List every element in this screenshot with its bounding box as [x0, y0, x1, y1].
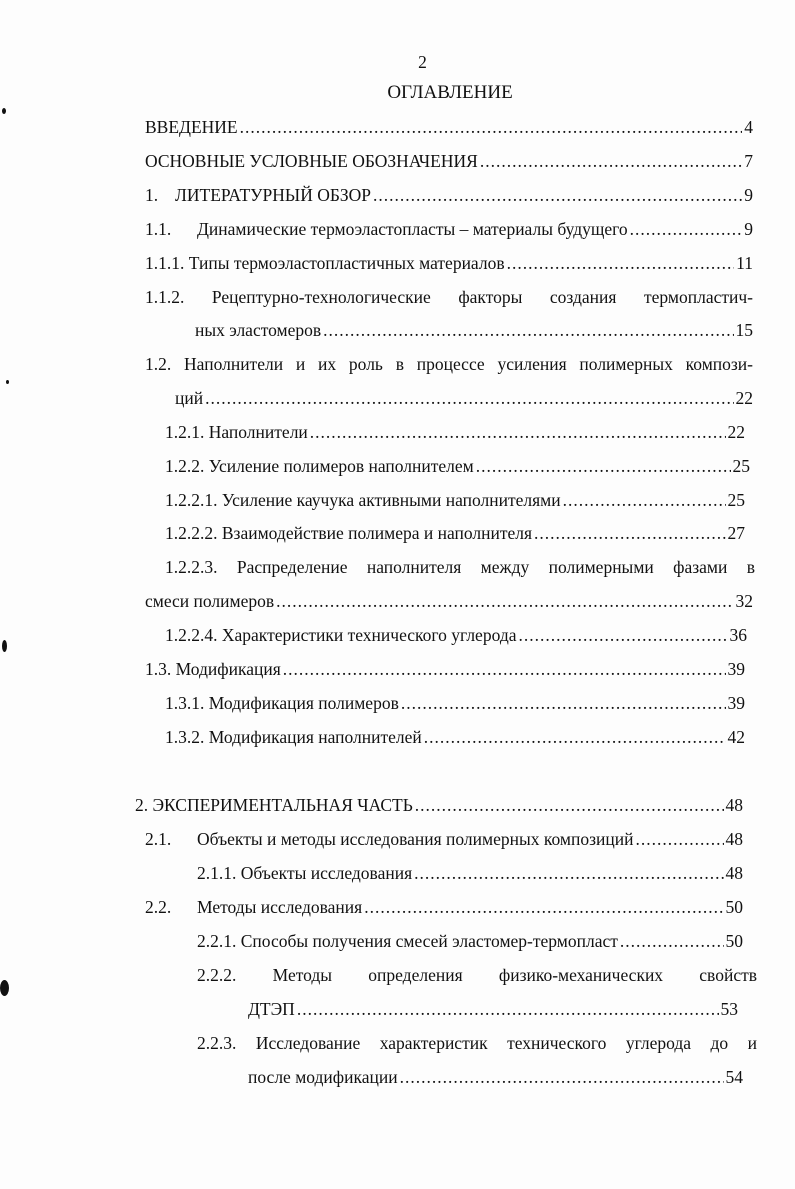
toc-entry-1-2-2-1: [165, 490, 745, 511]
scan-speck: [2, 640, 7, 652]
toc-entry-page: 7: [744, 151, 753, 171]
leader-dots: [534, 523, 725, 544]
leader-dots: [364, 897, 723, 918]
toc-entry-page: 22: [727, 422, 745, 442]
leader-dots: [630, 219, 743, 240]
toc-entry-text: 1.3.1. Модификация полимеров: [165, 693, 399, 713]
toc-entry-1-2-2-3: 1.2.2.3. Распределение наполнителя между полимерными фазами в: [165, 557, 755, 577]
toc-entry-page: 25: [732, 456, 750, 476]
toc-entry-page: 53: [720, 999, 738, 1019]
toc-entry-text: 1.2.2.2. Взаимодействие полимера и наполнителя: [165, 523, 533, 543]
toc-entry-text: 1.2.2.4. Характеристики технического углерода: [165, 625, 517, 645]
toc-entry-1-2-1: [165, 422, 745, 443]
toc-entry-text: Методы исследования: [197, 897, 363, 917]
toc-entry-page: 39: [727, 693, 745, 713]
page-title: ОГЛАВЛЕНИЕ: [387, 82, 513, 103]
page-number: 2: [418, 52, 427, 72]
toc-entry-text: 1.2.2. Усиление полимеров наполнителем: [165, 456, 474, 476]
toc-entry-1-1: [145, 219, 753, 240]
leader-dots: [480, 151, 742, 172]
toc-entry-number: 2.2.: [145, 897, 172, 917]
toc-entry-page: 9: [744, 219, 753, 239]
leader-dots: [424, 727, 726, 748]
leader-dots: [297, 999, 719, 1020]
toc-entry-introduction: [145, 117, 753, 138]
toc-entry-text: 2.1.1. Объекты исследования: [197, 863, 413, 883]
toc-entry-page: 48: [725, 795, 743, 815]
toc-entry-notations: [145, 151, 753, 172]
leader-dots: [507, 253, 735, 274]
toc-entry-2-1-1: [197, 863, 743, 884]
leader-dots: [205, 388, 733, 409]
toc-entry-page: 15: [735, 320, 753, 340]
toc-entry-text: ций: [175, 388, 204, 408]
toc-entry-1-2: 1.2. Наполнители и их роль в процессе усиления полимерных компози-: [145, 354, 753, 374]
toc-entry-page: 25: [727, 490, 745, 510]
toc-entry-page: 48: [725, 863, 743, 883]
leader-dots: [373, 185, 742, 206]
toc-entry-2-1: [145, 829, 743, 850]
toc-entry-page: 54: [725, 1067, 743, 1087]
scan-speck: [6, 380, 9, 384]
toc-entry-page: 39: [727, 659, 745, 679]
toc-entry-2: [135, 795, 743, 816]
toc-entry-1-2-2-4: [165, 625, 747, 646]
toc-entry-page: 4: [744, 117, 753, 137]
toc-entry-text: ДТЭП: [248, 999, 295, 1019]
toc-entry-number: 1.: [145, 185, 159, 205]
toc-entry-page: 9: [744, 185, 753, 205]
toc-entry-text: 1.2.1. Наполнители: [165, 422, 308, 442]
toc-entry-text: 2.2.1. Способы получения смесей эластомер-термопласт: [197, 931, 618, 951]
toc-entry-1-1-1: [145, 253, 753, 274]
toc-entry-1-2-2-3-cont: [145, 591, 753, 612]
toc-entry-1-2-2-2: [165, 523, 745, 544]
toc-entry-page: 50: [725, 897, 743, 917]
leader-dots: [276, 591, 733, 612]
toc-entry-1-3-2: [165, 727, 745, 748]
leader-dots: [401, 693, 726, 714]
toc-entry-2-2-2-cont: [248, 999, 738, 1020]
toc-entry-page: 11: [736, 253, 753, 273]
toc-entry-2-2-3-cont: [248, 1067, 743, 1088]
toc-entry-1-3: [145, 659, 745, 680]
scan-speck: [2, 108, 6, 114]
toc-entry-page: 50: [725, 931, 743, 951]
toc-entry-text: ных эластомеров: [195, 320, 322, 340]
toc-entry-heading: [145, 897, 362, 918]
toc-entry-2-2-3: 2.2.3. Исследование характеристик технического углерода до и: [197, 1033, 757, 1053]
leader-dots: [635, 829, 723, 850]
toc-entry-page: 22: [735, 388, 753, 408]
leader-dots: [323, 320, 733, 341]
toc-entry-1: [145, 185, 753, 206]
toc-entry-text: после модификации: [248, 1067, 398, 1087]
toc-entry-1-2-cont: [175, 388, 753, 409]
toc-entry-number: 1.1.: [145, 219, 172, 239]
toc-entry-text: 1.3. Модификация: [145, 659, 281, 679]
toc-entry-text: 1.3.2. Модификация наполнителей: [165, 727, 422, 747]
leader-dots: [620, 931, 724, 952]
toc-entry-2-2-2: 2.2.2. Методы определения физико-механических свойств: [197, 965, 757, 985]
toc-entry-text: ОСНОВНЫЕ УСЛОВНЫЕ ОБОЗНАЧЕНИЯ: [145, 151, 478, 171]
toc-entry-heading: [145, 219, 628, 240]
leader-dots: [415, 795, 724, 816]
leader-dots: [310, 422, 726, 443]
toc-entry-page: 42: [727, 727, 745, 747]
toc-entry-1-1-2-cont: [195, 320, 753, 341]
toc-entry-text: 1.2.2.1. Усиление каучука активными наполнителями: [165, 490, 561, 510]
leader-dots: [476, 456, 731, 477]
toc-entry-page: 36: [729, 625, 747, 645]
toc-entry-heading: [145, 185, 371, 206]
toc-entry-heading: [145, 829, 633, 850]
toc-entry-1-1-2: 1.1.2. Рецептурно-технологические факторы создания термопластич-: [145, 287, 753, 307]
leader-dots: [400, 1067, 724, 1088]
leader-dots: [283, 659, 726, 680]
toc-entry-text: Динамические термоэластопласты – материалы будущего: [197, 219, 628, 239]
leader-dots: [519, 625, 728, 646]
leader-dots: [240, 117, 743, 138]
leader-dots: [414, 863, 723, 884]
toc-entry-2-2-1: [197, 931, 743, 952]
toc-entry-text: Объекты и методы исследования полимерных композиций: [197, 829, 634, 849]
toc-entry-text: 2. ЭКСПЕРИМЕНТАЛЬНАЯ ЧАСТЬ: [135, 795, 413, 815]
toc-entry-1-2-2: [165, 456, 750, 477]
toc-entry-number: 2.1.: [145, 829, 172, 849]
toc-entry-page: 27: [727, 523, 745, 543]
toc-entry-text: ВВЕДЕНИЕ: [145, 117, 238, 137]
toc-entry-text: смеси полимеров: [145, 591, 275, 611]
toc-entry-2-2: [145, 897, 743, 918]
leader-dots: [563, 490, 726, 511]
toc-entry-text: 1.1.1. Типы термоэластопластичных материалов: [145, 253, 505, 273]
toc-entry-page: 48: [725, 829, 743, 849]
toc-entry-1-3-1: [165, 693, 745, 714]
scan-speck: [0, 980, 9, 996]
toc-entry-text: ЛИТЕРАТУРНЫЙ ОБЗОР: [175, 185, 372, 205]
toc-entry-page: 32: [735, 591, 753, 611]
